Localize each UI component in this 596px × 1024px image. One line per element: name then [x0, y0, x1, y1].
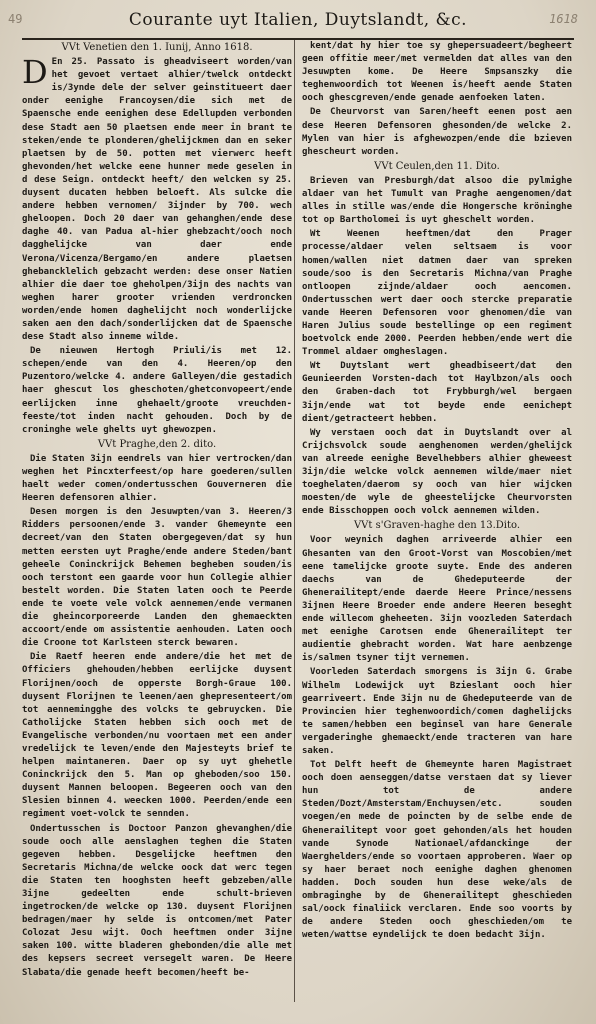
paragraph-text: Voorleden Saterdach smorgens is 3ijn G. Grabe Wilhelm Lodewijck uyt Bzieslant ooch hier gearriveert. Ende 3ijn nu de Ghedeputeerde van de Provincien hier teghenwoordich/comen daghelijcks te samen/hebben een beginsel van hare Generale vergaderinghe ghemaeckt/ende tracteren van hare saken. [302, 667, 572, 756]
article-paragraph [22, 651, 292, 821]
paragraph-text: Tot Delft heeft de Ghemeynte haren Magistraet ooch doen aenseggen/datse verstaen dat sy liever hun tot de andere Steden/Dozt/Amsterstam/Enchuysen/etc. souden voegen/en mede de poincten by de selbe ende de Ghenerailitept voor goet gehonden/als het houden vande Synode Nationael/afdanckinge der Waerghelders/ende so voortaen approberen. Waer op sy haer beraet noch eenighe daghen ghenomen hadden. Doch souden hun dese weke/als de ombraginghe by de Ghenerailitept gheschieden sal/oock finaliick verclaren. Ende soo voorts by de andere Steden ooch gheschieden/om te weten/wattse eyndelijck te doen bedacht 3ijn. [302, 760, 572, 941]
paragraph-text: Wt Duytslant wert gheadbiseert/dat den Geunieerden Vorsten-dach tot Haylbzon/als ooch den Graben-dach tot Frybburgh/wel bergaen 3ijn/ende wat tot beyde ende eenichept dient/getracteert hebben. [302, 361, 572, 424]
paragraph-text: Brieven van Presburgh/dat alsoo die pylmighe aldaer van het Tumult van Praghe aengenomen/dat alles in stille was/ende die Hongersche kröninghe tot op Bartholomei is uyt gheschelt worden. [302, 175, 572, 226]
article-paragraph [302, 40, 572, 105]
article-paragraph [22, 453, 292, 505]
page-corner-year-mark: 1618 [549, 12, 578, 26]
article-paragraph [302, 759, 572, 942]
left-column [22, 40, 292, 1010]
article-paragraph [22, 53, 292, 344]
right-column [302, 40, 572, 1010]
article-paragraph [302, 666, 572, 758]
drop-cap-letter: D [22, 53, 48, 92]
paragraph-text: De nieuwen Hertogh Priuli/is met 12. schepen/ende van den 4. Heeren/op den Puzentoro/welcke 4. andere Galleyen/die gestadich haer ghescut los gheschoten/ghetconvopeert/ende eerlijcken inne ghehaelt/groote vreuchden-feeste/tot inden nacht gehouden. Doch by de croninghe wele ghelts uyt ghewozpen. [22, 346, 292, 435]
article-paragraph [22, 506, 292, 650]
article-paragraph [22, 345, 292, 437]
paragraph-text: Wt Weenen heeftmen/dat den Prager processe/aldaer velen seltsaem is voor homen/wallen niet datmen daer van spreken soude/soo is den Secretaris Michna/van Praghe ontloopen zijnde/aldaer ooch aencomen. Ondertusschen wert daer ooch stercke preparatie vande Heeren Defensoren voor ghenomen/die van Haren Julius soude bestellinge op een regiment boetvolck ende 2000. Peerden hebben/ende wert die Trommel aldaer omgheslagen. [302, 229, 572, 358]
article-paragraph [302, 228, 572, 359]
dateline: VVt Praghe,den 2. dito. [97, 438, 217, 450]
paragraph-text: Ondertusschen is Doctoor Panzon ghevanghen/die soude ooch alle aenslaghen teghen die Staten gegeven hebben. Desgelijcke heeftmen den Secretaris Michna/de welcke oock dat werc tegen die Staten ten hooghsten heeft gebzeben/alle 3ijne gedeelten ende schult-brieven ingetrocken/de welcke op 130. duysent Florijnen bedragen/maer hy selde is ontcomen/met Pater Colozat Jesu wijt. Ooch heeftmen onder 3ijne saken 100. witte bladeren ghebonden/die alle met des kepsers secreet versegelt waren. De Heere Slabata/die genade heeft becomen/heeft be- [22, 823, 292, 978]
newspaper-title: Courante uyt Italien, Duytslandt, &c. [128, 10, 468, 30]
article-paragraph [22, 823, 292, 980]
dateline: VVt s'Graven-haghe den 13.Dito. [353, 520, 521, 532]
paragraph-text: Die Staten 3ijn eendrels van hier vertrocken/dan weghen het Pincxterfeest/op hare goederen/sullen haelt weder comen/ondertusschen Gouverneren die Heeren defensoren alhier. [22, 453, 292, 504]
article-paragraph [302, 106, 572, 158]
paragraph-text: Desen morgen is den Jesuwpten/van 3. Heeren/3 Ridders persoonen/ende 3. vander Ghemeynte een decreet/van den Staten obergegeven/dat sy hun metten eersten uyt Praghe/ende andere Steden/bant geheele Coninckrijck Behemen begheben souden/is ooch terstont een gaarde voor hun Collegie alhier bestelt worden. Die Staten laten ooch te Peerde ende te voete vele volck aennemen/ende vermanen die gheincorporeerde Landen den ghemaeckten accoort/ende om assistentie aenhouden. Laten ooch die Croone tot Karlsteen sterck bewaren. [22, 507, 292, 649]
article-paragraph [302, 534, 572, 665]
dateline: VVt Ceulen,den 11. Dito. [374, 160, 500, 172]
article-paragraph [302, 175, 572, 227]
paragraph-text: Voor weynich daghen arriveerde alhier een Ghesanten van den Groot-Vorst van Moscobien/met eene tamelijcke groote suyte. Ende des anderen daechs van de Ghedeputeerde der Ghenerailitept/ende daerde Heere Prince/nessens 3ijnen Heere Broeder ende andere Heeren beseght ende willecom gheheeten. 3ijn voozleden Saterdach met eenighe Carotsen ende Ghenerailitept ter audientie ghebracht worden. Wat hare aenbzenge is/salmen tsyner tijt vernemen. [302, 535, 572, 664]
paragraph-text: Wy verstaen ooch dat in Duytslandt over al Crijchsvolck soude aenghenomen werden/ghelijck van alreede eenighe Bevelhebbers alhier gheweest 3ijn/die welcke volck aennemen wilde/maer niet toeghelaten/daerom sy ooch van hier wijcken moesten/de wyle de gheestelijcke Cheurvorsten ende Bisschoppen ooch volck aennemen wilden. [302, 427, 572, 517]
paragraph-text: De Cheurvorst van Saren/heeft eenen post aen dese Heeren Defensoren ghesonden/de welcke 2. Mylen van hier is afghewozpen/ende die bzieven ghescheurt worden. [302, 107, 572, 157]
paragraph-text: kent/dat hy hier toe sy ghepersuadeert/begheert geen offitie meer/met vermelden dat alles van den Jesuwpten kome. De Heere Smpsanszky die teghenwoordich tot Weenen is/heeft aende Staten ooch ghescgreven/ende genade aenfoeken laten. [302, 41, 572, 104]
paragraph-text: Die Raetf heeren ende andere/die het met de Officiers ghehouden/hebben eerlijcke duysent Florijnen/ooch de opperste Borgh-Graue 100. duysent Florijnen te leenen/aen ghepresenteert/om tot aennemingghe des volcks te gebruycken. Die Catholijcke Staten hebben sich ooch met de Evangelische verbonden/nu voortaen met een ander vredelijck te leven/ende den Majesteyts brief te helpen maintaneren. Daer op sy uyt ghehetle Coninckrijck den 5. Man op gheboden/soo 150. duysent Mannen beloopen. Begeeren ooch van den Slesien binnen 4. weecken 1000. Peerden/ende een regiment voet-volck te sennden. [22, 652, 292, 820]
page-corner-number: 49 [8, 12, 23, 26]
paragraph-text: En 25. Passato is gheadviseert worden/van het gevoet vertaet alhier/twelck ontdeckt is/3ynde dele der selver geinstitueert daer onder eenighe Francoysen/die sich met de Spaensche ende eenighen dese Edellupden verbonden dese Stadt aen 50 plaetsen ende meer in brant te steken/ende te plonderen/ghelijckmen dan en seker plaetsen by de 50. potten met vierwerc heeft ghevonden/het welcke eene hunner mede geselen in d dese Seign. ontdeckt heeft/ den welcken sy 25. duysent ducaten hebben beloeft. Als sulcke die andere hebben vernomen/ 3ijnder by 700. wech gheloopen. Doch 20 daer van gehanghen/ende dese daghe 40. van Padua al-hier ghebzacht/ooch noch dagghelijcke van daer ende Verona/Vicenza/Bergamo/en andere plaetsen ghebancklelich gebzacht werden: dese onser Natien alhier die daer toe gheholpen/3ijn des nachts van weghen harer grooter vrienden verdroncken worden/ende homen daghelijcht noch wonderlijcke saken aen den dach/sonderlijcken dat de Spaensche dese Stadt also inneme wilde. [22, 57, 292, 343]
column-divider [294, 40, 295, 1002]
article-paragraph [302, 360, 572, 425]
article-paragraph [302, 427, 572, 519]
dateline: VVt Venetien den 1. Iunij, Anno 1618. [61, 42, 253, 53]
